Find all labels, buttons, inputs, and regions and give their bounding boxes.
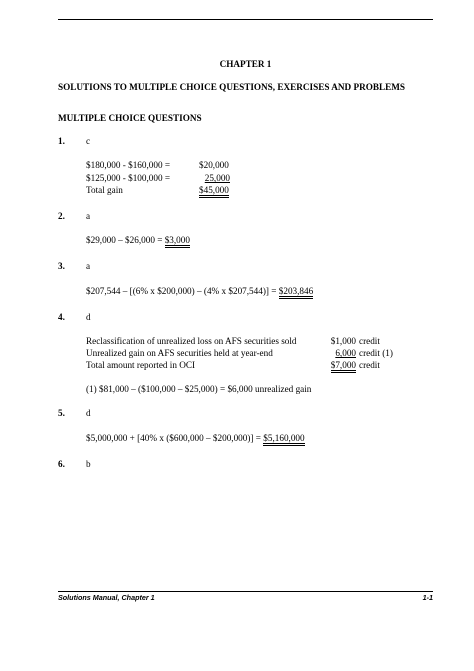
calc-line [86,434,305,443]
oci-label: Unrealized gain on AFS securities held at year-end [86,348,273,358]
chapter-title: CHAPTER 1 [219,59,272,69]
calc-result: $5,160,000 [263,433,304,446]
calc-value: 25,000 [204,173,230,183]
footer-left: Solutions Manual, Chapter 1 [58,593,155,602]
question-answer: b [86,459,91,469]
calc-total: $45,000 [199,186,229,198]
oci-note: credit [359,360,380,370]
question-number: 3. [58,261,65,271]
calc-line [86,236,190,245]
question-number: 1. [58,136,65,146]
oci-footnote: (1) $81,000 – ($100,000 – $25,000) = $6,000 unrealized gain [86,384,312,394]
question-answer: a [86,211,91,221]
question-answer: d [86,312,91,322]
oci-total: $7,000 [331,360,356,373]
calc-label: $125,000 - $100,000 = [86,173,171,183]
calc-line [86,287,313,296]
oci-note: credit [359,336,380,346]
calc-result: $3,000 [165,235,190,248]
oci-label: Total amount reported in OCI [86,360,196,370]
top-rule [58,19,433,20]
oci-value [320,349,356,358]
page-number: 1-1 [422,593,433,602]
calc-expression: $29,000 – $26,000 = [86,235,165,245]
calc-value: $20,000 [199,160,229,170]
question-answer: c [86,136,91,146]
question-answer: a [86,261,91,271]
question-answer: d [86,408,91,418]
question-number: 6. [58,459,65,469]
question-number: 4. [58,312,65,322]
calc-label: $180,000 - $160,000 = [86,160,171,170]
question-number: 2. [58,211,65,221]
oci-value-text: 6,000 [335,348,356,358]
page-subtitle: SOLUTIONS TO MULTIPLE CHOICE QUESTIONS, EXERCISES AND PROBLEMS [58,82,406,92]
oci-label: Reclassification of unrealized loss on AFS securities sold [86,336,297,346]
calc-expression: $5,000,000 + [40% x ($600,000 – $200,000)] = [86,433,264,443]
calc-result: $203,846 [279,286,313,299]
oci-value [320,361,356,370]
calc-label: Total gain [86,185,123,195]
oci-note: credit (1) [359,348,393,358]
calc-expression: $207,544 – [(6% x $200,000) – (4% x $207,544)] = [86,286,279,296]
footer-rule [58,591,433,592]
oci-value: $1,000 [330,336,356,346]
question-number: 5. [58,408,65,418]
section-title: MULTIPLE CHOICE QUESTIONS [58,113,202,123]
